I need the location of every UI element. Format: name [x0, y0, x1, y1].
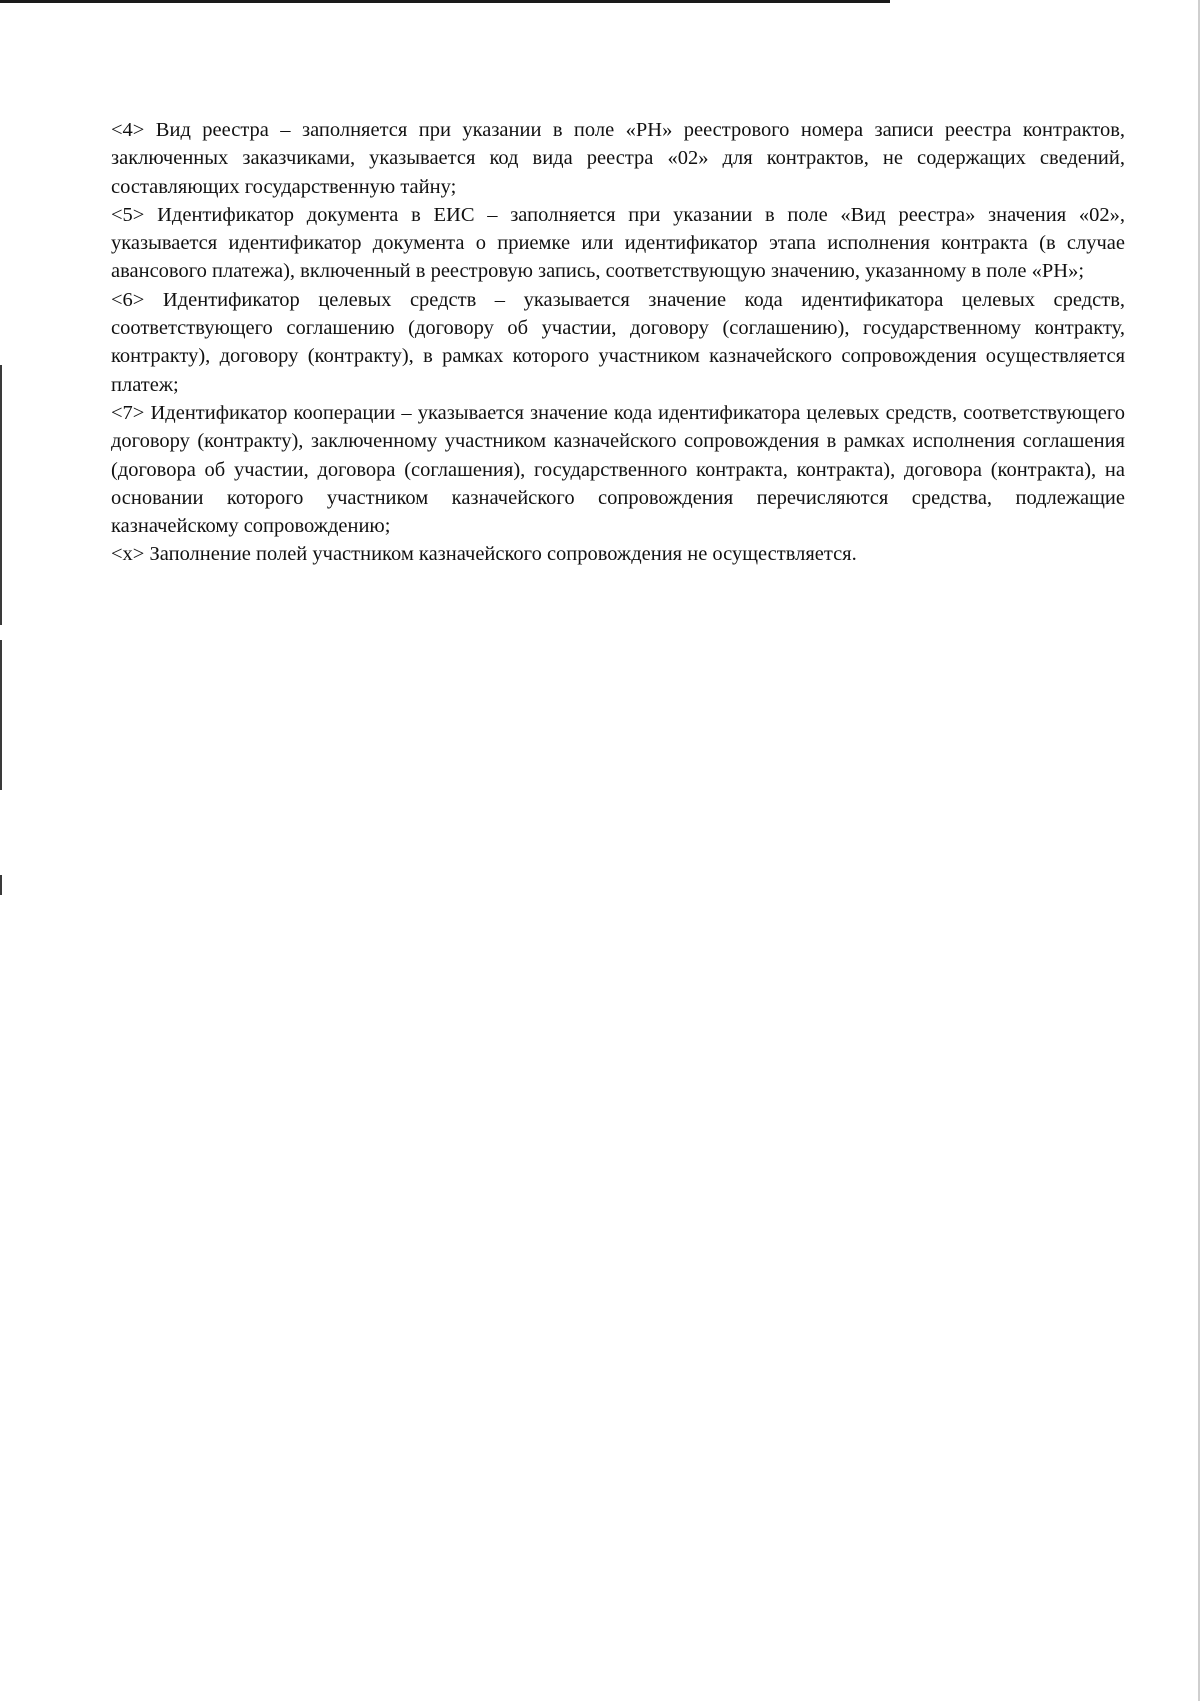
footnote-text: Идентификатор кооперации – указывается значение кода идентификатора целевых средств, соответствующего договору (контракту), заключенному участником казначейского сопровождения в рамках исполнения соглашения (договора об участии, договора (соглашения), государственного контракта, контракта), договора (контракта), на основании которого участником казначейского сопровождения перечисляются средства, подлежащие казначейскому сопровождению; — [111, 401, 1125, 538]
footnote-marker: <4> — [111, 119, 145, 141]
scan-edge-mark — [0, 875, 2, 895]
scan-edge-mark — [0, 640, 2, 790]
footnote-7 — [111, 399, 1125, 540]
footnote-4 — [111, 116, 1125, 201]
footnote-marker: <x> — [111, 543, 145, 566]
footnote-text: Заполнение полей участником казначейского сопровождения не осуществляется. — [149, 543, 857, 566]
scan-edge-mark — [0, 365, 2, 625]
footnote-text: Идентификатор документа в ЕИС – заполняется при указании в поле «Вид реестра» значения «02», указывается идентификатор документа о приемке или идентификатор этапа исполнения контракта (в случае авансового платежа), включенный в реестровую запись, соответствующую значению, указанному в поле «РН»; — [111, 203, 1126, 283]
footnote-x — [111, 540, 1125, 568]
footnote-marker: <5> — [111, 203, 145, 226]
footnote-marker: <6> — [111, 288, 145, 311]
footnote-6 — [111, 286, 1125, 399]
footnote-text: Идентификатор целевых средств – указывается значение кода идентификатора целевых средств, соответствующего соглашению (договору об участии, договору (соглашению), государственному контракту, контракту), договору (контракту), в рамках которого участником казначейского сопровождения осуществляется платеж; — [111, 288, 1126, 396]
footnotes-block — [111, 116, 1125, 569]
footnote-text: Вид реестра – заполняется при указании в поле «РН» реестрового номера записи реестра контрактов, заключенных заказчиками, указывается код вида реестра «02» для контрактов, не содержащих сведений, составляющих государственную тайну; — [111, 119, 1126, 198]
footnote-marker: <7> — [111, 401, 145, 424]
footnote-5 — [111, 201, 1125, 286]
scan-edge-top — [0, 0, 890, 3]
